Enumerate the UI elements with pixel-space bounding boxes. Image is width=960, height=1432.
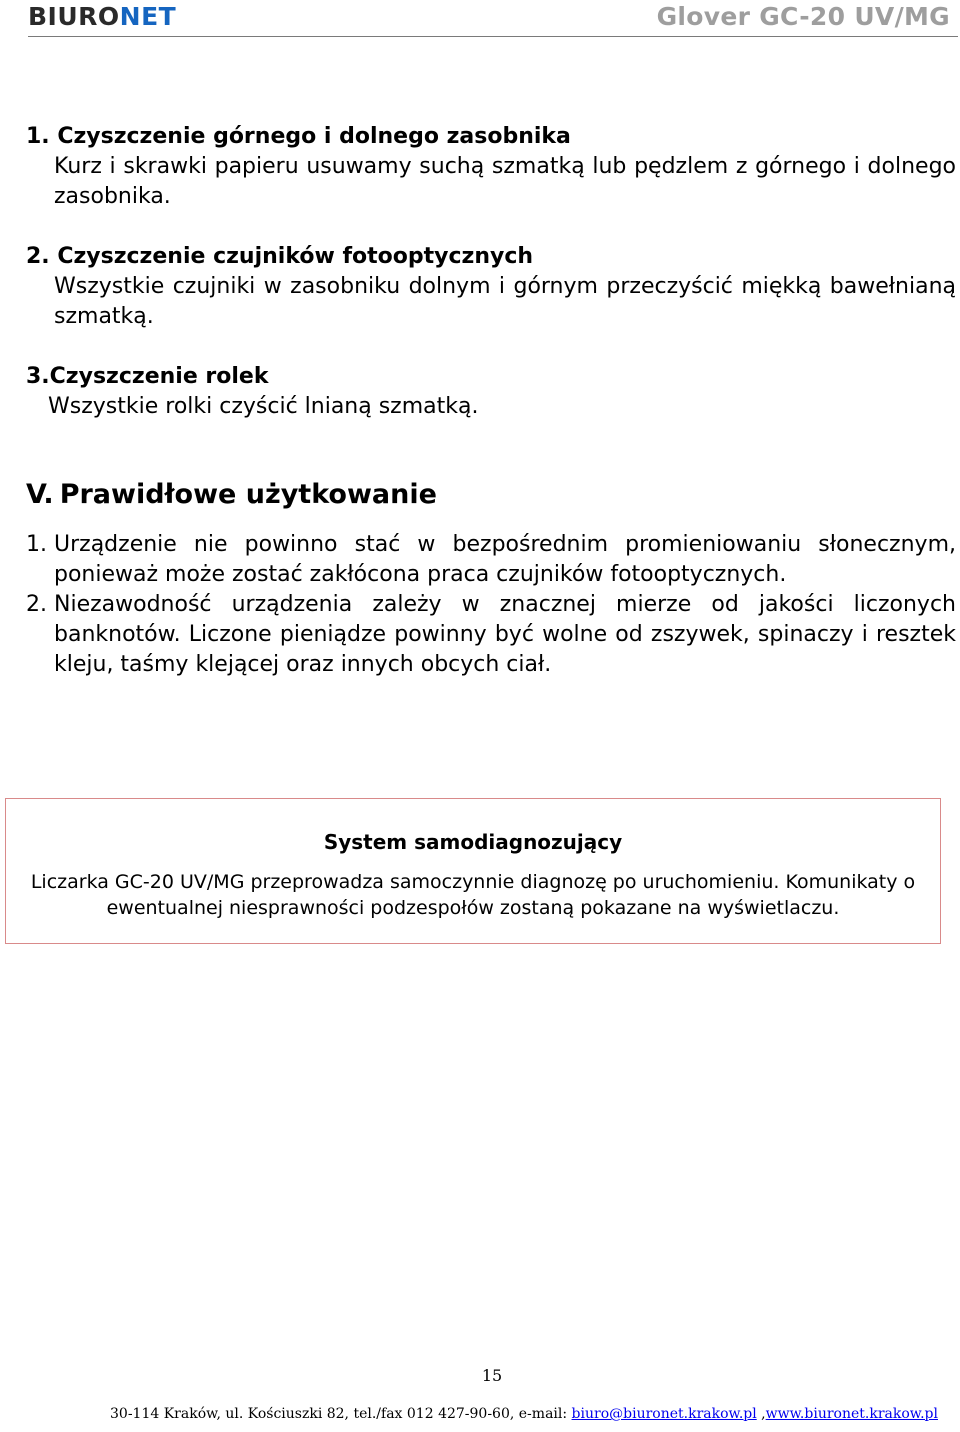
footer-address: 30-114 Kraków, ul. Kościuszki 82, tel./fax 012 427-90-60, e-mail: — [110, 1406, 572, 1422]
main-content — [26, 122, 956, 680]
email-link[interactable]: biuro@biuronet.krakow.pl — [571, 1406, 757, 1422]
cleaning-section-3 — [26, 362, 956, 422]
section-title: 2. Czyszczenie czujników fotooptycznych — [26, 244, 534, 269]
item-text: Niezawodność urządzenia zależy w znacznej mierze od jakości liczonych banknotów. Liczone pieniądze powinny być wolne od zszywek, spinaczy i resztek kleju, taśmy klejącej oraz innych obcych ciał. — [54, 592, 956, 677]
chapter-title: Prawidłowe użytkowanie — [59, 479, 437, 510]
footer-separator: , — [756, 1406, 766, 1422]
usage-item-1 — [26, 530, 956, 590]
chapter-heading — [26, 478, 956, 512]
item-number: 1. — [26, 532, 47, 557]
document-title: Glover GC-20 UV/MG — [656, 2, 950, 31]
page-header — [28, 0, 958, 37]
section-title: 3.Czyszczenie rolek — [26, 364, 269, 389]
section-title: 1. Czyszczenie górnego i dolnego zasobnika — [26, 124, 571, 149]
item-text: Urządzenie nie powinno stać w bezpośrednim promieniowaniu słonecznym, ponieważ może zostać zakłócona praca czujników fotooptycznych. — [54, 532, 956, 587]
cleaning-section-2 — [26, 242, 956, 332]
section-body: Wszystkie rolki czyścić lnianą szmatką. — [48, 394, 479, 419]
cleaning-section-1 — [26, 122, 956, 212]
section-body: Kurz i skrawki papieru usuwamy suchą szmatką lub pędzlem z górnego i dolnego zasobnika. — [54, 154, 956, 209]
self-diagnosis-box — [5, 798, 941, 944]
chapter-number: V. — [26, 479, 54, 510]
website-link[interactable]: www.biuronet.krakow.pl — [765, 1406, 938, 1422]
biuronet-logo — [28, 2, 176, 32]
page-number: 15 — [481, 1366, 503, 1385]
item-number: 2. — [26, 592, 47, 617]
page-footer — [110, 1406, 938, 1422]
usage-item-2 — [26, 590, 956, 680]
logo-suffix: NET — [119, 2, 177, 31]
logo-prefix: BIURO — [28, 2, 120, 31]
box-text: Liczarka GC-20 UV/MG przeprowadza samoczynnie diagnozę po uruchomieniu. Komunikaty o ewentualnej niesprawności podzespołów zostaną pokazane na wyświetlaczu. — [30, 871, 916, 919]
section-body: Wszystkie czujniki w zasobniku dolnym i górnym przeczyścić miękką bawełnianą szmatką. — [54, 274, 956, 329]
box-title: System samodiagnozujący — [323, 830, 623, 854]
